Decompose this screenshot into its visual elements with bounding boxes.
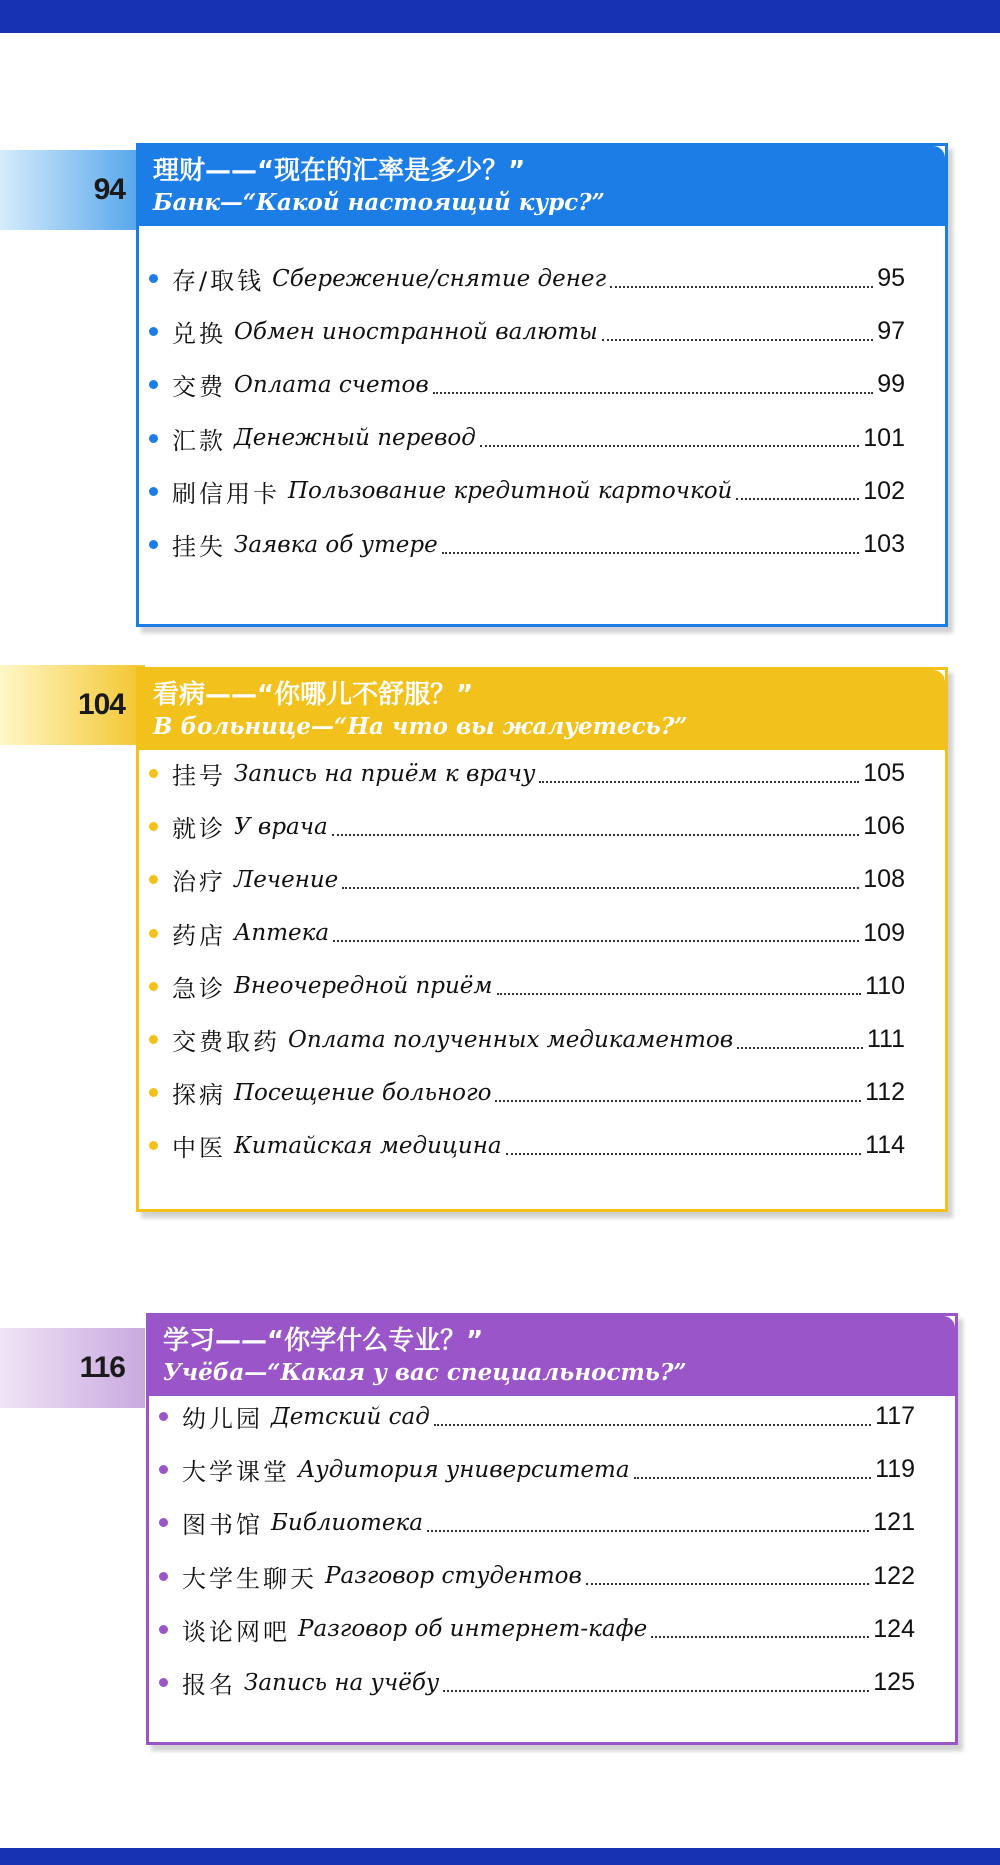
toc-entry[interactable] <box>149 1119 905 1172</box>
section-box <box>146 1313 958 1745</box>
dot-leader <box>342 887 859 889</box>
entry-page-number: 102 <box>863 476 905 505</box>
entry-title-zh: 中医 <box>172 1134 226 1163</box>
section-header <box>139 146 945 226</box>
section-header <box>149 1316 955 1396</box>
entry-page-number: 124 <box>873 1614 915 1643</box>
toc-entry[interactable] <box>149 747 905 800</box>
entry-page-number: 119 <box>875 1455 915 1484</box>
entry-page-number: 121 <box>873 1508 915 1537</box>
toc-entry[interactable] <box>159 1656 915 1709</box>
entry-title-ru: Разговор студентов <box>325 1563 582 1590</box>
entry-page-number: 95 <box>877 264 905 292</box>
entry-title-ru: Внеочередной приём <box>234 973 493 1000</box>
dot-leader <box>442 552 860 554</box>
entry-title-ru: Лечение <box>234 866 339 893</box>
bullet-icon <box>149 1141 158 1150</box>
entry-page-number: 111 <box>866 1025 905 1053</box>
entry-title-zh: 幼儿园 <box>182 1405 263 1433</box>
entry-title-zh: 大学课堂 <box>182 1458 290 1487</box>
dot-leader <box>610 286 873 288</box>
section-title-zh: 学习——“你学什么专业？” <box>163 1326 484 1356</box>
toc-entry[interactable] <box>149 252 905 305</box>
dot-leader <box>497 993 862 995</box>
entry-title-ru: Пользование кредитной карточкой <box>288 478 733 505</box>
dot-leader <box>443 1690 869 1692</box>
bullet-icon <box>159 1465 168 1474</box>
entry-title-zh: 汇款 <box>172 426 226 455</box>
toc-entry[interactable] <box>159 1603 915 1656</box>
entry-title-zh: 图书馆 <box>182 1511 263 1540</box>
entry-title-zh: 药店 <box>172 921 226 950</box>
entry-title-ru: Запись на учёбу <box>244 1669 440 1696</box>
entry-page-number: 117 <box>875 1402 915 1430</box>
dot-leader <box>737 1047 863 1049</box>
bullet-icon <box>149 380 158 389</box>
section-box <box>136 667 948 1212</box>
dot-leader <box>539 781 859 783</box>
entry-title-zh: 刷信用卡 <box>172 479 280 508</box>
entry-title-ru: Сбережение/снятие денег <box>272 265 607 292</box>
entry-title-ru: Заявка об утере <box>234 531 438 558</box>
entry-title-ru: Оплата полученных медикаментов <box>288 1026 734 1053</box>
entry-page-number: 125 <box>873 1668 915 1696</box>
entry-page-number: 103 <box>863 530 905 558</box>
entry-page-number: 112 <box>865 1078 905 1107</box>
toc-entry[interactable] <box>149 358 905 411</box>
bullet-icon <box>149 982 158 991</box>
bullet-icon <box>159 1518 168 1527</box>
section-title-ru: Банк—“Какой настоящий курс?” <box>153 189 605 216</box>
dot-leader <box>586 1583 869 1585</box>
entry-page-number: 114 <box>865 1131 905 1160</box>
toc-entry[interactable] <box>159 1496 915 1549</box>
entry-title-ru: Разговор об интернет-кафе <box>298 1616 648 1643</box>
toc-entry[interactable] <box>159 1550 915 1603</box>
toc-entry[interactable] <box>149 412 905 465</box>
entry-title-ru: Посещение больного <box>234 1079 492 1106</box>
section-box <box>136 143 948 627</box>
entry-title-ru: У врача <box>234 813 328 840</box>
bullet-icon <box>149 327 158 336</box>
dot-leader <box>736 498 859 500</box>
dot-leader <box>495 1100 861 1102</box>
entry-page-number: 97 <box>877 317 905 346</box>
entry-title-zh: 兑换 <box>172 320 226 349</box>
bullet-icon <box>149 487 158 496</box>
entry-title-zh: 挂号 <box>172 762 226 790</box>
dot-leader <box>427 1530 869 1532</box>
toc-entry[interactable] <box>149 853 905 906</box>
entry-title-ru: Китайская медицина <box>234 1132 502 1159</box>
bullet-icon <box>149 822 158 831</box>
entry-page-number: 106 <box>863 812 905 841</box>
toc-entry[interactable] <box>149 1013 905 1066</box>
entry-title-ru: Оплата счетов <box>234 371 429 398</box>
entry-title-zh: 挂失 <box>172 533 226 561</box>
entry-title-zh: 急诊 <box>172 974 226 1003</box>
bullet-icon <box>149 274 158 283</box>
toc-entry[interactable] <box>149 465 905 518</box>
entry-page-number: 110 <box>865 971 905 1000</box>
entry-title-zh: 存/取钱 <box>172 267 265 295</box>
dot-leader <box>433 392 873 394</box>
entry-title-ru: Денежный перевод <box>234 425 476 452</box>
entry-title-zh: 谈论网吧 <box>182 1617 290 1646</box>
entry-title-ru: Аудитория университета <box>298 1456 630 1483</box>
entry-title-zh: 探病 <box>172 1081 226 1110</box>
bullet-icon <box>149 540 158 549</box>
section-title-zh: 看病——“你哪儿不舒服？” <box>153 680 474 710</box>
entry-page-number: 108 <box>863 865 905 894</box>
entry-page-number: 101 <box>863 423 905 452</box>
dot-leader <box>651 1636 869 1638</box>
entry-title-zh: 治疗 <box>172 868 226 897</box>
top-band <box>0 0 1000 33</box>
dot-leader <box>634 1477 872 1479</box>
bullet-icon <box>149 434 158 443</box>
entry-page-number: 105 <box>863 759 905 787</box>
entry-title-zh: 报名 <box>182 1671 236 1699</box>
entry-page-number: 109 <box>863 918 905 947</box>
entry-title-ru: Обмен иностранной валюты <box>234 318 598 345</box>
entry-title-zh: 就诊 <box>172 815 226 844</box>
bullet-icon <box>149 1088 158 1097</box>
bullet-icon <box>149 1035 158 1044</box>
entry-title-ru: Запись на приём к врачу <box>234 760 536 787</box>
toc-entry[interactable] <box>149 907 905 960</box>
section-title-zh: 理财——“现在的汇率是多少？” <box>153 156 526 186</box>
section-title-ru: Учёба—“Какая у вас специальность?” <box>163 1359 687 1386</box>
dot-leader <box>434 1424 871 1426</box>
bullet-icon <box>159 1572 168 1581</box>
entry-title-ru: Библиотека <box>271 1509 423 1536</box>
dot-leader <box>506 1153 862 1155</box>
dot-leader <box>333 940 859 942</box>
entry-page-number: 122 <box>873 1561 915 1590</box>
section-header <box>139 670 945 750</box>
bullet-icon <box>149 769 158 778</box>
entry-page-number: 99 <box>877 370 905 399</box>
entry-title-zh: 大学生聊天 <box>182 1564 317 1593</box>
section-title-ru: В больнице—“На что вы жалуетесь?” <box>153 713 688 740</box>
entry-title-zh: 交费 <box>172 373 226 402</box>
bottom-band <box>0 1848 1000 1865</box>
section-page-number: 104 <box>0 665 145 745</box>
toc-entry[interactable] <box>149 800 905 853</box>
bullet-icon <box>159 1412 168 1421</box>
dot-leader <box>332 834 860 836</box>
bullet-icon <box>149 875 158 884</box>
toc-entry[interactable] <box>149 518 905 571</box>
bullet-icon <box>159 1678 168 1687</box>
dot-leader <box>602 339 873 341</box>
entry-title-zh: 交费取药 <box>172 1028 280 1056</box>
toc-entry[interactable] <box>159 1390 915 1443</box>
bullet-icon <box>149 929 158 938</box>
toc-entry[interactable] <box>149 305 905 358</box>
entry-title-ru: Детский сад <box>271 1403 430 1430</box>
section-page-number: 94 <box>0 150 145 230</box>
dot-leader <box>480 445 859 447</box>
toc-entry[interactable] <box>149 960 905 1013</box>
section-page-number: 116 <box>0 1328 145 1408</box>
entry-title-ru: Аптека <box>234 920 330 947</box>
toc-entry[interactable] <box>159 1443 915 1496</box>
toc-entry[interactable] <box>149 1066 905 1119</box>
bullet-icon <box>159 1625 168 1634</box>
